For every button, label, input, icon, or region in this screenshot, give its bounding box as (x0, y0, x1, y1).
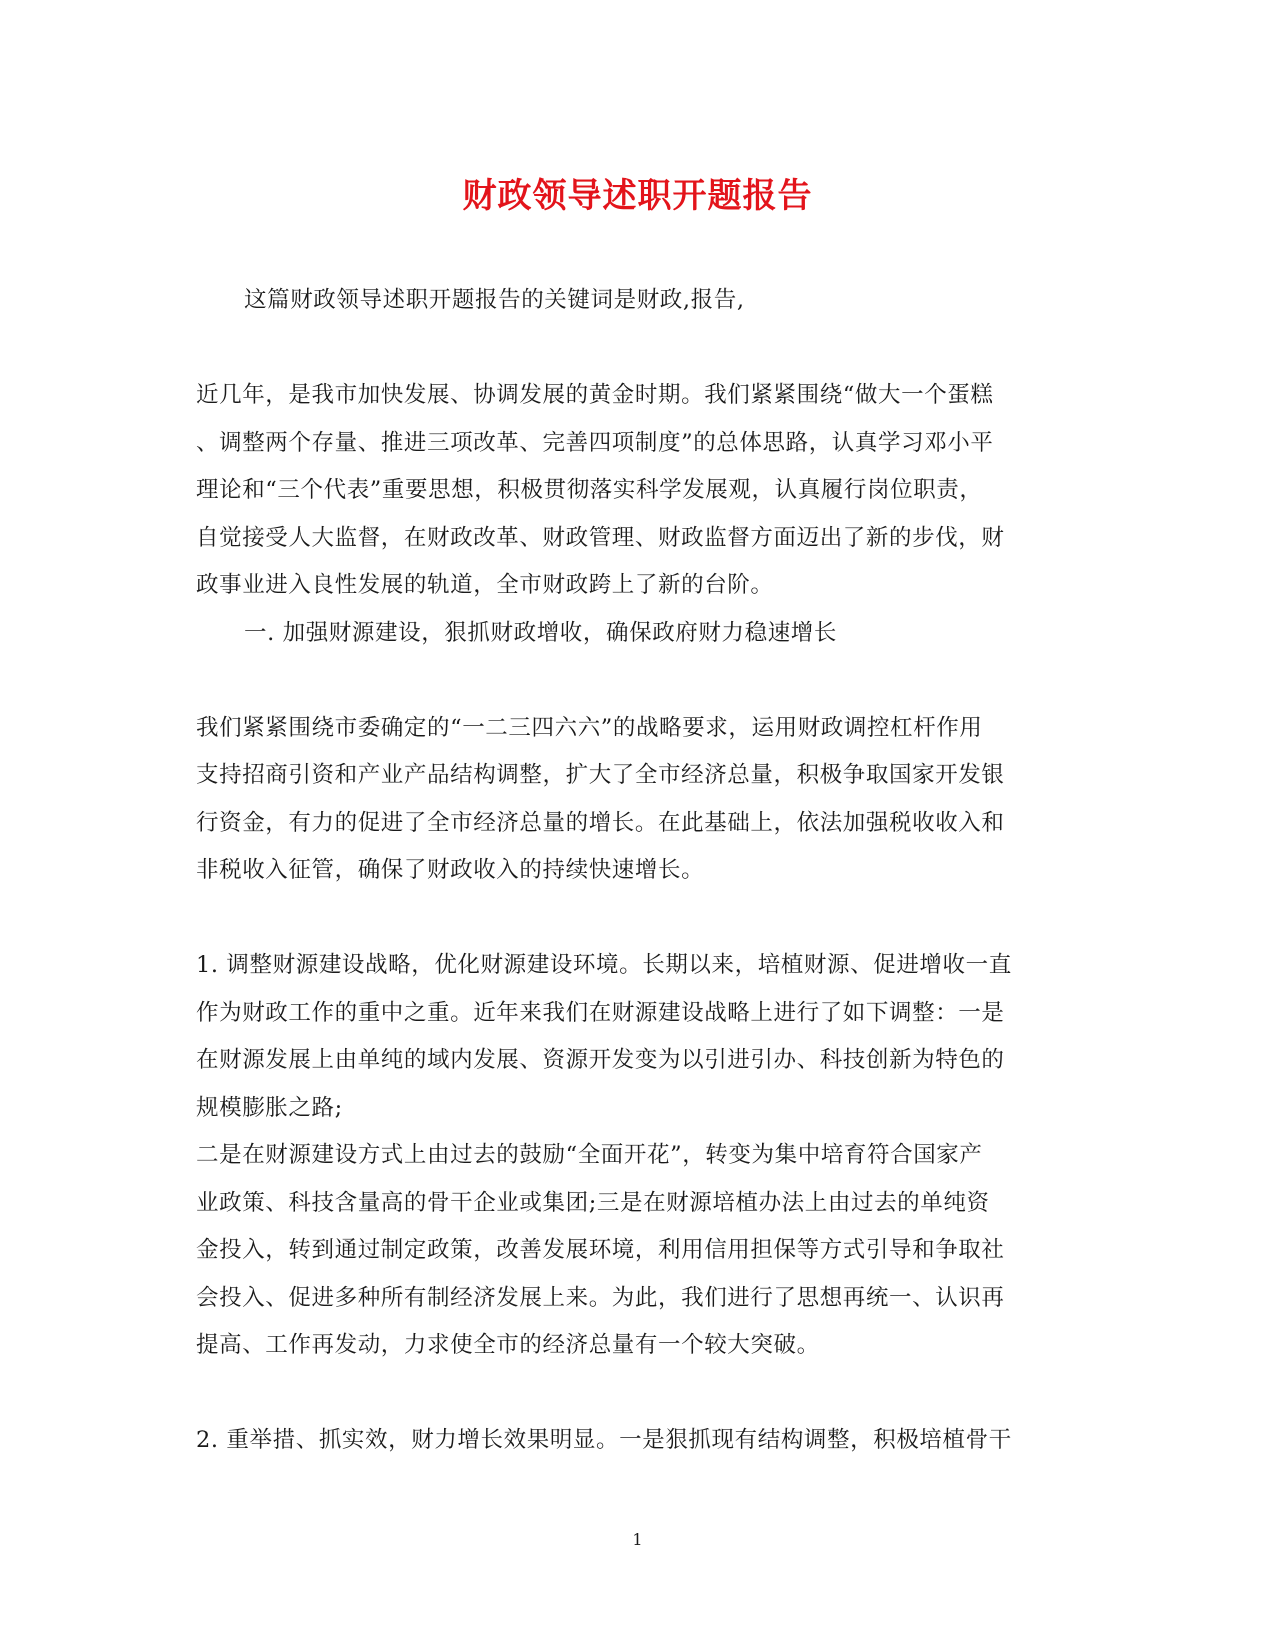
text-line: 在财源发展上由单纯的域内发展、资源开发变为以引进引办、科技创新为特色的 (196, 1047, 1005, 1073)
text-line: 业政策、科技含量高的骨干企业或集团;三是在财源培植办法上由过去的单纯资 (196, 1189, 990, 1216)
text-line: 、调整两个存量、推进三项改革、完善四项制度”的总体思路，认真学习邓小平 (196, 429, 994, 456)
text-line: 政事业进入良性发展的轨道，全市财政跨上了新的台阶。 (196, 572, 774, 598)
section-heading: 一. 加强财源建设，狠抓财政增收，确保政府财力稳速增长 (244, 619, 838, 646)
text-line: 金投入，转到通过制定政策，改善发展环境，利用信用担保等方式引导和争取社 (196, 1237, 1005, 1263)
document-title: 财政领导述职开题报告 (462, 176, 813, 216)
text-line: 自觉接受人大监督，在财政改革、财政管理、财政监督方面迈出了新的步伐，财 (196, 524, 1005, 551)
text-line: 行资金，有力的促进了全市经济总量的增长。在此基础上，依法加强税收收入和 (196, 809, 1005, 836)
paragraph-2 (196, 705, 1072, 895)
text-line: 2. 重举措、抓实效，财力增长效果明显。一是狠抓现有结构调整，积极培植骨干 (196, 1427, 1012, 1453)
paragraph-1 (196, 372, 1072, 610)
text-line: 1. 调整财源建设战略，优化财源建设环境。长期以来，培植财源、促进增收一直 (196, 952, 1012, 978)
intro-line: 这篇财政领导述职开题报告的关键词是财政,报告, (244, 287, 745, 313)
text-line: 作为财政工作的重中之重。近年来我们在财源建设战略上进行了如下调整：一是 (196, 999, 1005, 1026)
text-line: 理论和“三个代表”重要思想，积极贯彻落实科学发展观，认真履行岗位职责， (196, 477, 983, 503)
document-body (196, 277, 1072, 1465)
text-line: 规模膨胀之路; (196, 1094, 343, 1121)
text-line: 支持招商引资和产业产品结构调整，扩大了全市经济总量，积极争取国家开发银 (196, 762, 1005, 788)
text-line: 提高、工作再发动，力求使全市的经济总量有一个较大突破。 (196, 1332, 820, 1358)
text-line: 非税收入征管，确保了财政收入的持续快速增长。 (196, 857, 705, 883)
page-number: 1 (632, 1530, 643, 1549)
text-line: 我们紧紧围绕市委确定的“一二三四六六”的战略要求，运用财政调控杠杆作用 (196, 714, 983, 741)
paragraph-4 (196, 1132, 1072, 1370)
text-line: 会投入、促进多种所有制经济发展上来。为此，我们进行了思想再统一、认识再 (196, 1284, 1005, 1311)
text-line: 近几年，是我市加快发展、协调发展的黄金时期。我们紧紧围绕“做大一个蛋糕 (196, 382, 994, 408)
text-line: 二是在财源建设方式上由过去的鼓励“全面开花”，转变为集中培育符合国家产 (196, 1142, 983, 1168)
paragraph-3 (196, 942, 1072, 1132)
paragraph-5 (196, 1417, 1072, 1465)
